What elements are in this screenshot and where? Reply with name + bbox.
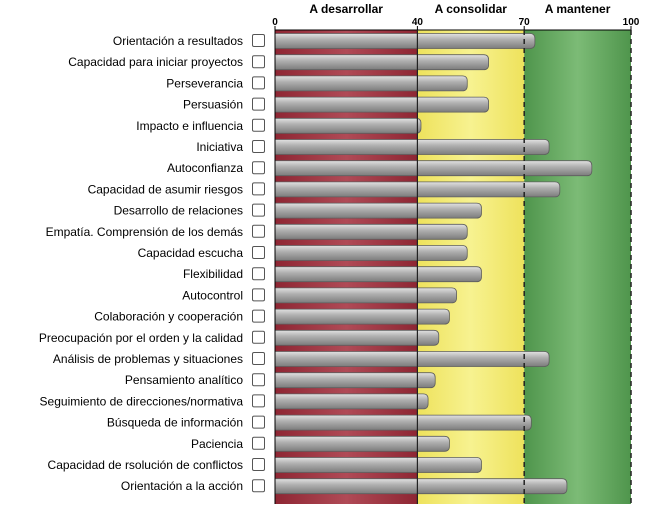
chart-row	[182, 288, 456, 303]
chart-row	[121, 479, 567, 494]
row-checkbox-12[interactable]	[253, 289, 265, 301]
chart-row	[183, 267, 482, 282]
row-checkbox-10[interactable]	[253, 247, 265, 259]
chart-row	[39, 330, 439, 345]
chart-row	[107, 415, 531, 430]
row-checkbox-4[interactable]	[253, 119, 265, 131]
ticks-layer	[272, 17, 640, 30]
row-checkbox-2[interactable]	[253, 77, 265, 89]
zone-labels-layer	[309, 2, 610, 16]
category-label-16: Pensamiento analítico	[124, 373, 243, 388]
row-checkbox-15[interactable]	[253, 353, 265, 365]
category-label-8: Desarrollo de relaciones	[113, 203, 243, 218]
chart-row	[88, 182, 560, 197]
category-label-13: Colaboración y cooperación	[94, 309, 243, 324]
bar-13	[275, 309, 449, 324]
row-checkbox-19[interactable]	[253, 437, 265, 449]
category-label-21: Orientación a la acción	[120, 479, 243, 494]
row-checkbox-3[interactable]	[253, 98, 265, 110]
category-label-20: Capacidad de rsolución de conflictos	[47, 458, 243, 472]
chart-row	[40, 394, 429, 409]
chart-row	[125, 373, 435, 388]
bar-18	[275, 415, 531, 430]
bar-8	[275, 203, 481, 218]
row-checkbox-13[interactable]	[253, 310, 265, 322]
bar-9	[275, 224, 467, 239]
row-checkbox-0[interactable]	[253, 35, 265, 47]
category-label-18: Búsqueda de información	[106, 415, 243, 430]
chart-row	[48, 458, 482, 473]
row-checkbox-5[interactable]	[253, 141, 265, 153]
row-checkbox-16[interactable]	[253, 374, 265, 386]
category-label-17: Seguimiento de direcciones/normativa	[39, 394, 243, 409]
category-label-14: Preocupación por el orden y la calidad	[38, 330, 243, 345]
chart-row	[68, 55, 488, 70]
zone-label-0: A desarrollar	[309, 2, 383, 16]
bar-1	[275, 55, 489, 70]
zone-label-1: A consolidar	[434, 2, 507, 16]
category-label-0: Orientación a resultados	[112, 34, 243, 48]
zone-label-2: A mantener	[544, 2, 611, 16]
row-checkbox-20[interactable]	[253, 459, 265, 471]
bar-15	[275, 352, 549, 367]
chart-row	[167, 161, 592, 176]
chart-row	[53, 352, 549, 367]
category-label-3: Persuasión	[182, 97, 243, 112]
chart-row	[114, 203, 482, 218]
category-label-11: Flexibilidad	[182, 267, 243, 282]
row-checkbox-21[interactable]	[253, 480, 265, 492]
bar-0	[275, 34, 535, 49]
tick-label-3: 100	[622, 17, 640, 28]
row-checkbox-7[interactable]	[253, 183, 265, 195]
bar-10	[275, 246, 467, 261]
bar-20	[275, 458, 481, 473]
category-label-19: Paciencia	[190, 436, 243, 451]
category-label-4: Impacto e influencia	[136, 118, 243, 133]
chart-row	[183, 97, 489, 112]
category-label-9: Empatía. Comprensión de los demás	[45, 224, 243, 239]
category-label-5: Iniciativa	[196, 140, 243, 154]
bar-12	[275, 288, 457, 303]
tick-label-1: 40	[411, 17, 423, 28]
row-checkbox-6[interactable]	[253, 162, 265, 174]
row-checkbox-9[interactable]	[253, 225, 265, 237]
chart-row	[46, 224, 468, 239]
bar-14	[275, 330, 439, 345]
chart-row	[136, 118, 421, 133]
bar-11	[275, 267, 481, 282]
bar-6	[275, 161, 592, 176]
row-checkbox-8[interactable]	[253, 204, 265, 216]
chart-row	[166, 76, 467, 91]
chart-row	[191, 436, 449, 451]
row-checkbox-11[interactable]	[253, 268, 265, 280]
bar-17	[275, 394, 428, 409]
row-checkbox-14[interactable]	[253, 331, 265, 343]
bar-16	[275, 373, 435, 388]
category-label-12: Autocontrol	[182, 288, 243, 303]
chart-row	[113, 34, 535, 49]
bar-19	[275, 436, 449, 451]
row-checkbox-17[interactable]	[253, 395, 265, 407]
category-label-2: Perseverancia	[166, 76, 243, 91]
category-label-7: Capacidad de asumir riesgos	[87, 182, 243, 197]
row-checkbox-18[interactable]	[253, 416, 265, 428]
bar-3	[275, 97, 489, 112]
tick-label-2: 70	[518, 17, 530, 28]
category-label-1: Capacidad para iniciar proyectos	[68, 55, 243, 70]
chart-row	[94, 309, 449, 324]
category-label-15: Análisis de problemas y situaciones	[52, 352, 243, 366]
row-checkbox-1[interactable]	[253, 56, 265, 68]
bar-21	[275, 479, 567, 494]
bar-4	[275, 118, 421, 133]
zone-band-2	[524, 30, 631, 504]
bar-2	[275, 76, 467, 91]
category-label-6: Autoconfianza	[166, 161, 243, 176]
category-label-10: Capacidad escucha	[137, 246, 243, 260]
bar-5	[275, 140, 549, 155]
tick-label-0: 0	[272, 17, 278, 28]
chart-row	[196, 140, 549, 155]
